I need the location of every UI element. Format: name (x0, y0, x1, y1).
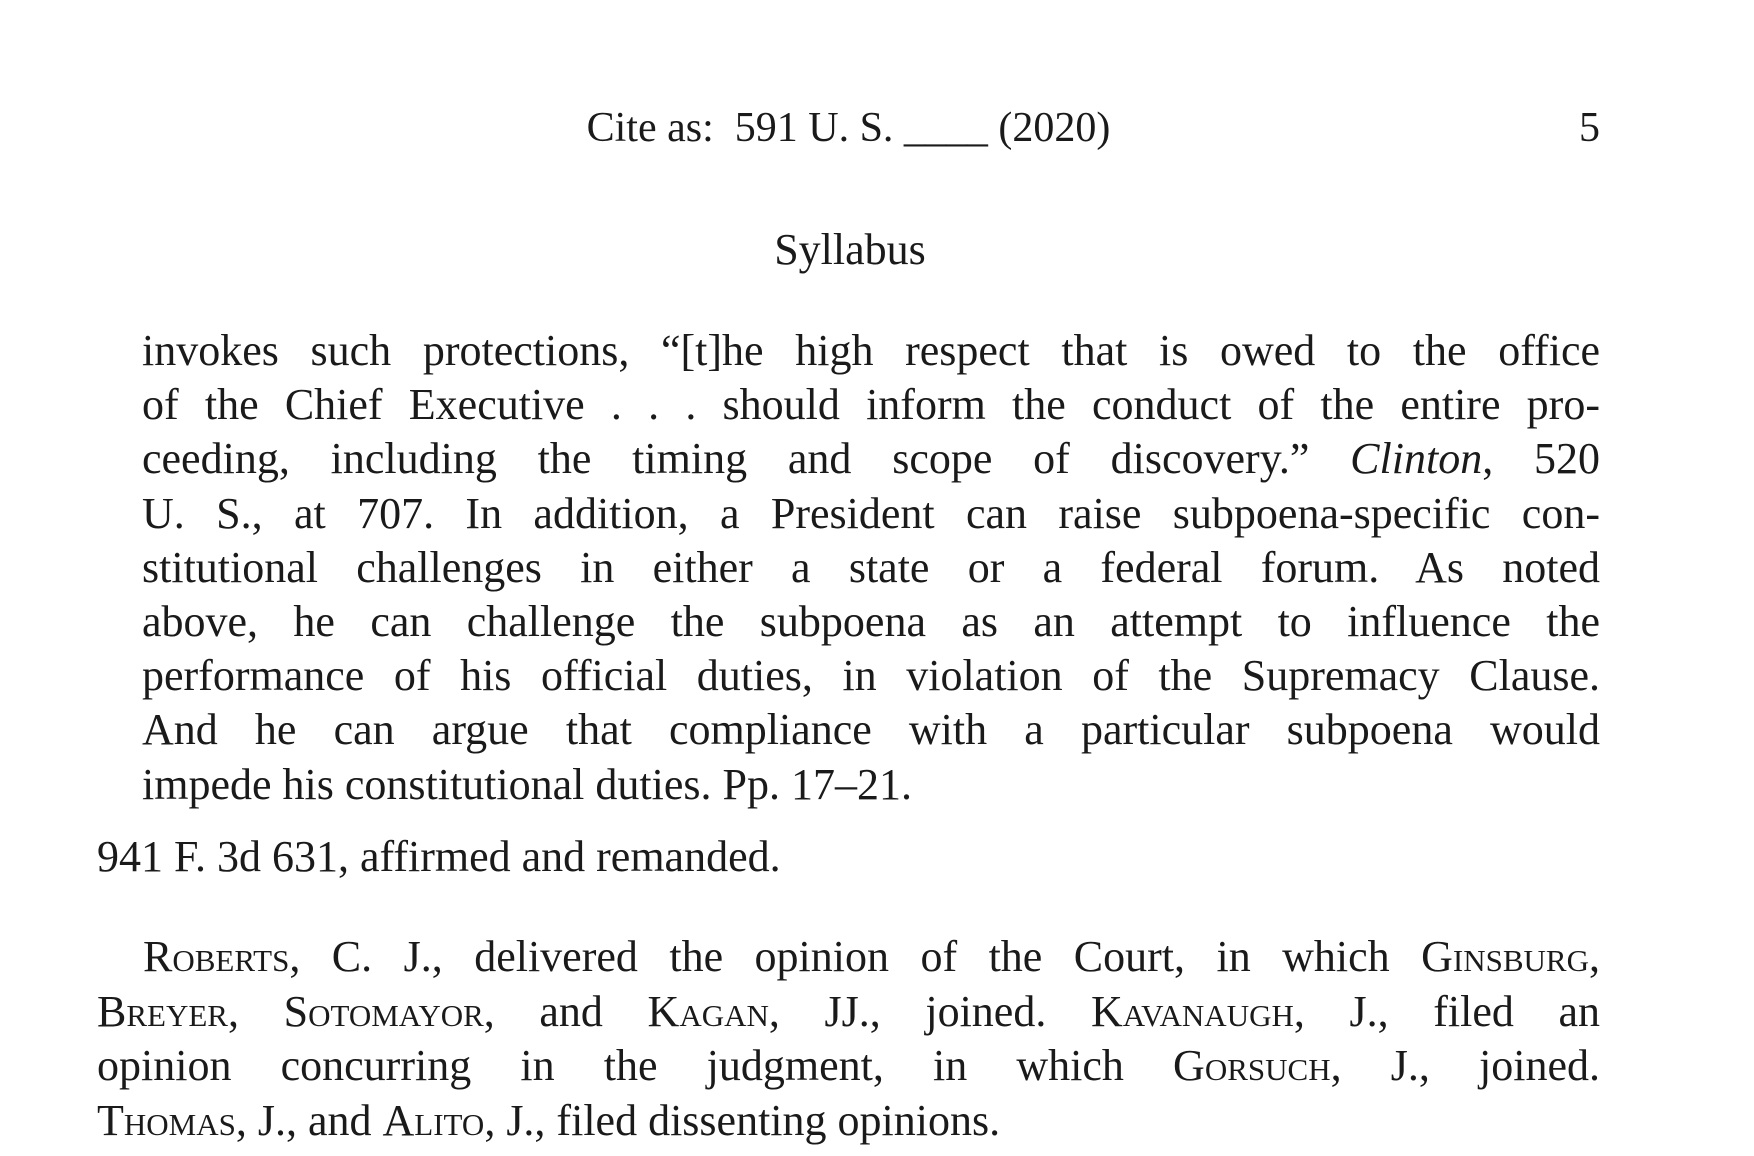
syllabus-paragraph (142, 324, 1600, 812)
syllabus-line: of the Chief Executive . . . should inform the conduct of the entire pro- (142, 380, 1600, 430)
judgment-line: 941 F. 3d 631, affirmed and remanded. (97, 832, 781, 881)
syllabus-line: performance of his official duties, in violation of the Supremacy Clause. (142, 651, 1600, 701)
citation: Cite as: 591 U. S. ____ (2020) (586, 105, 1111, 151)
syllabus-line: above, he can challenge the subpoena as an attempt to influence the (142, 596, 1600, 646)
votes-line (97, 930, 1600, 985)
votes-text: , J., filed dissenting opinions. (484, 1095, 1001, 1145)
justice-name: Breyer (97, 986, 228, 1036)
syllabus-line: And he can argue that compliance with a particular subpoena would (142, 705, 1600, 755)
page-header (97, 103, 1600, 153)
votes-text: , J., filed an (1293, 986, 1600, 1036)
votes-line (97, 1039, 1600, 1094)
justice-name: Roberts (143, 932, 290, 981)
votes-text: , JJ., joined. (768, 986, 1091, 1036)
justice-name: Gorsuch (1173, 1041, 1331, 1091)
case-name: Clinton (1350, 434, 1483, 484)
syllabus-line: stitutional challenges in either a state or a federal forum. As noted (142, 542, 1600, 592)
justice-name: Kavanaugh (1090, 986, 1294, 1036)
syllabus-line: U. S., at 707. In addition, a President can raise subpoena-specific con- (142, 488, 1600, 538)
votes-text: , (227, 986, 284, 1036)
votes-text: , C. J., delivered the opinion of the Court, in which (289, 932, 1422, 981)
syllabus-text: ceeding, including the timing and scope of discovery.” (142, 434, 1351, 484)
justice-name: Thomas (97, 1095, 236, 1145)
justice-name: Ginsburg (1421, 932, 1589, 981)
votes-text: , J., and (235, 1095, 383, 1145)
syllabus-line: invokes such protections, “[t]he high respect that is owed to the office (142, 326, 1600, 375)
justice-name: Alito (382, 1095, 485, 1145)
syllabus-line (142, 432, 1600, 486)
page-number: 5 (1579, 105, 1600, 151)
justice-name: Kagan (647, 986, 769, 1036)
votes-line (97, 985, 1600, 1040)
section-title: Syllabus (774, 225, 926, 274)
votes-line (97, 1094, 1600, 1149)
syllabus-text: , 520 (1482, 434, 1601, 484)
votes-text: , J., joined. (1330, 1041, 1600, 1091)
syllabus-line: impede his constitutional duties. Pp. 17–21. (142, 759, 912, 809)
justice-name: Sotomayor (283, 986, 484, 1036)
votes-text: opinion concurring in the judgment, in which (97, 1041, 1174, 1091)
justice-votes-paragraph (97, 930, 1600, 1148)
votes-text: , and (483, 986, 648, 1036)
votes-text: , (1589, 932, 1600, 981)
